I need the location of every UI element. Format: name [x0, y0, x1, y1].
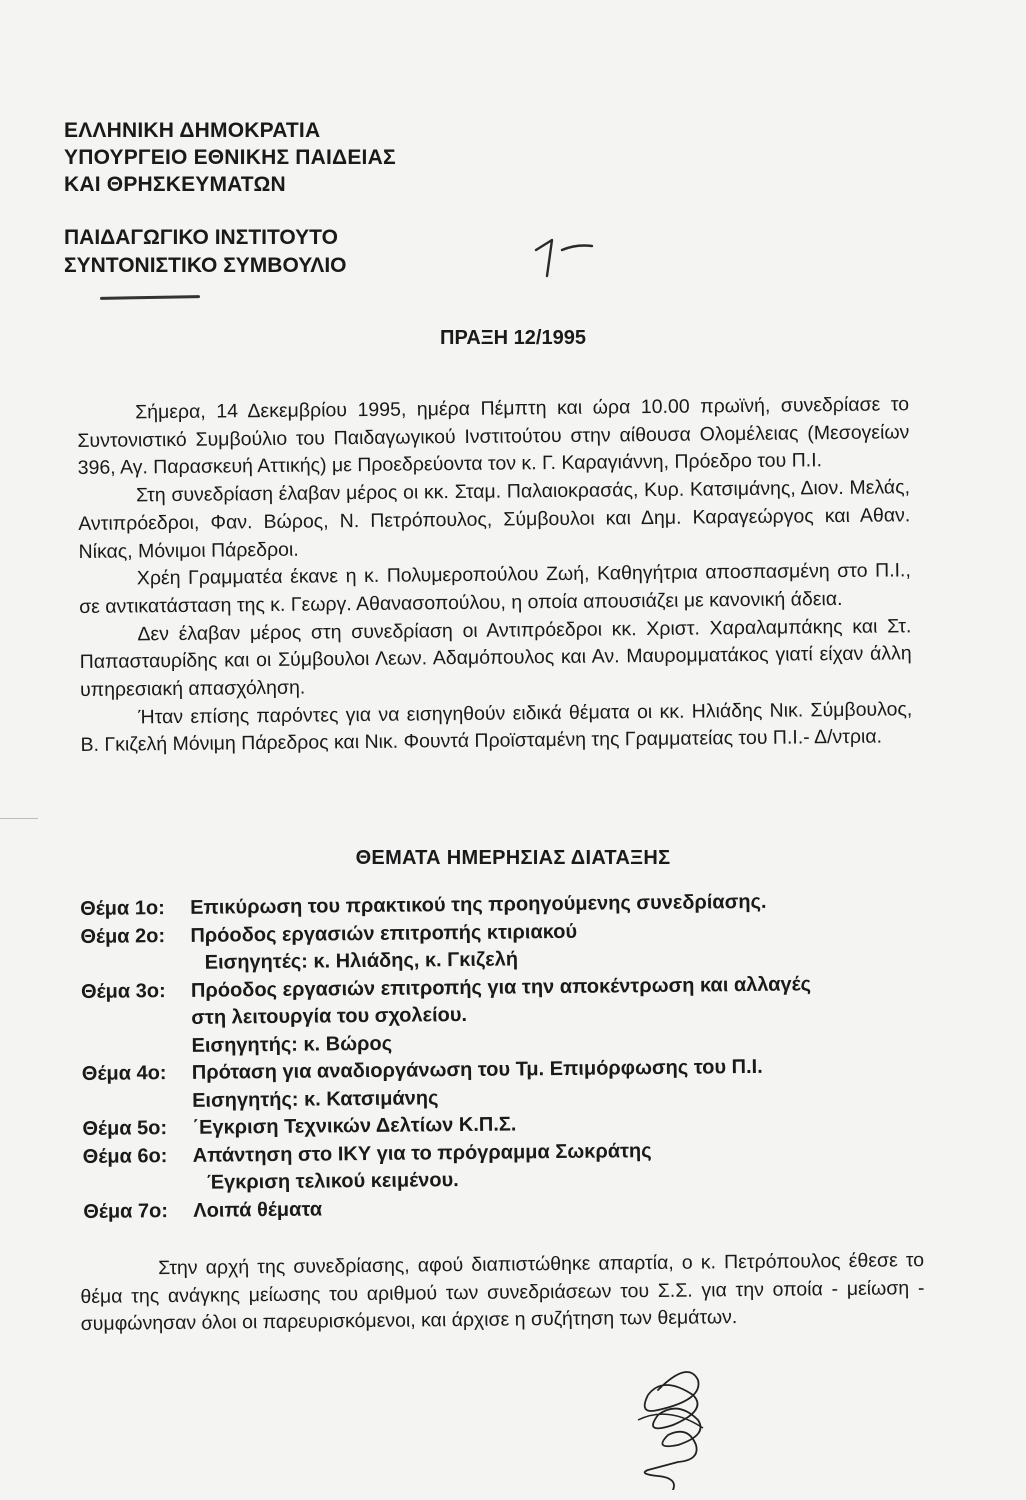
agenda-title: ΘΕΜΑΤΑ ΗΜΕΡΗΣΙΑΣ ΔΙΑΤΑΞΗΣ: [355, 847, 671, 869]
agenda-label: Θέμα 5ο:: [82, 1117, 168, 1140]
agenda-label: Θέμα 1ο:: [80, 897, 165, 920]
header-line: ΕΛΛΗΝΙΚΗ ΔΗΜΟΚΡΑΤΙΑ: [64, 119, 321, 142]
header-line: ΚΑΙ ΘΡΗΣΚΕΥΜΑΤΩΝ: [64, 173, 286, 196]
header-line: ΥΠΟΥΡΓΕΙΟ ΕΘΝΙΚΗΣ ΠΑΙΔΕΙΑΣ: [64, 146, 396, 169]
header-line: ΠΑΙΔΑΓΩΓΙΚΟ ΙΝΣΤΙΤΟΥΤΟ: [64, 226, 338, 249]
paragraph: Σήμερα, 14 Δεκεμβρίου 1995, ημέρα Πέμπτη και ώρα 10.00 πρωϊνή, συνεδρίασε το Συντονιστικό Συμβούλιο του Παιδαγωγικού Ινστιτούτου στην αίθουσα Ολομέλειας (Μεσογείων 396, Αγ. Παρασκευή Αττικής) με Προεδρεύοντα τον κ. Γ. Καραγιάννη, Πρόεδρο του Π.Ι.: [77, 393, 910, 480]
ministry-header: [64, 117, 396, 198]
agenda-text: Πρόοδος εργασιών επιτροπής για την αποκέντρωση και αλλαγές: [190, 972, 812, 1002]
paragraph: Δεν έλαβαν μέρος στη συνεδρίαση οι Αντιπρόεδροι κκ. Χριστ. Χαραλαμπάκης και Στ. Παπασταυρίδης και οι Σύμβουλοι Λεων. Αδαμόπουλος και Αν. Μαυρομματάκος γιατί είχαν άλλη υπηρεσιακή απασχόληση.: [79, 614, 912, 702]
agenda-label: Θέμα 6ο:: [82, 1144, 168, 1168]
agenda-label: Θέμα 4ο:: [81, 1062, 167, 1085]
agenda-text: Απάντηση στο ΙΚΥ για το πρόγραμμα Σωκράτης: [192, 1139, 652, 1167]
minutes-body: [77, 391, 913, 760]
agenda-rapporteur: Εισηγητής: κ. Βώρος: [191, 1032, 393, 1057]
handwritten-page-number: [530, 228, 600, 283]
institute-header: [64, 224, 347, 280]
document-title: ΠΡΑΞΗ 12/1995: [440, 327, 586, 349]
agenda-label: Θέμα 7ο:: [83, 1199, 169, 1223]
agenda-list: [80, 887, 943, 1226]
paragraph: Στη συνεδρίαση έλαβαν μέρος οι κκ. Σταμ. Παλαιοκρασάς, Κυρ. Κατσιμάνης, Διον. Μελάς, Αντιπρόεδροι, Φαν. Βώρος, Ν. Πετρόπουλος, Σύμβουλοι και Δημ. Καραγεώργος και Αθαν. Νίκας, Μόνιμοι Πάρεδροι.: [78, 476, 911, 563]
agenda-label: Θέμα 2ο:: [80, 924, 166, 948]
signature-scribble: [618, 1350, 728, 1495]
agenda-text: Πρόοδος εργασιών επιτροπής κτιριακού: [190, 920, 578, 947]
agenda-label: Θέμα 3ο:: [80, 979, 166, 1003]
agenda-rapporteur: Εισηγητές: κ. Ηλιάδης, κ. Γκιζελή: [204, 948, 519, 974]
closing-section: [80, 1247, 925, 1339]
agenda-rapporteur: Έγκριση τελικού κειμένου.: [206, 1169, 459, 1194]
agenda-text: Επικύρωση του πρακτικού της προηγούμενης συνεδρίασης.: [190, 890, 767, 919]
paragraph: Στην αρχή της συνεδρίασης, αφού διαπιστώθηκε απαρτία, ο κ. Πετρόπουλος έθεσε το θέμα της ανάγκης μείωσης του αριθμού των συνεδριάσεων του Σ.Σ. για την οποία - μείωση - συμφώνησαν όλοι οι παρευρισκόμενοι, και άρχισε η συζήτηση των θεμάτων.: [80, 1249, 925, 1336]
handwritten-underline: [100, 295, 200, 300]
agenda-text-continuation: στη λειτουργία του σχολείου.: [191, 1003, 468, 1029]
paragraph: Ήταν επίσης παρόντες για να εισηγηθούν ειδικά θέματα οι κκ. Ηλιάδης Νικ. Σύμβουλος, Β. Γκιζελή Μόνιμη Πάρεδρος και Νικ. Φουντά Προϊσταμένη της Γραμματείας του Π.Ι.- Δ/ντρια.: [80, 698, 913, 757]
agenda-rapporteur: Εισηγητής: κ. Κατσιμάνης: [192, 1086, 439, 1112]
margin-mark: [0, 818, 38, 819]
header-line: ΣΥΝΤΟΝΙΣΤΙΚΟ ΣΥΜΒΟΥΛΙΟ: [64, 254, 347, 277]
agenda-text: Πρόταση για αναδιοργάνωση του Τμ. Επιμόρφωσης του Π.Ι.: [191, 1055, 763, 1084]
paragraph: Χρέη Γραμματέα έκανε η κ. Πολυμεροπούλου Ζωή, Καθηγήτρια αποσπασμένη στο Π.Ι., σε αντικατάσταση της κ. Γεωργ. Αθανασοπούλου, η οποία απουσιάζει με κανονική άδεια.: [79, 559, 911, 618]
agenda-text: ΄Εγκριση Τεχνικών Δελτίων Κ.Π.Σ.: [192, 1113, 517, 1139]
agenda-text: Λοιπά θέματα: [193, 1197, 323, 1222]
